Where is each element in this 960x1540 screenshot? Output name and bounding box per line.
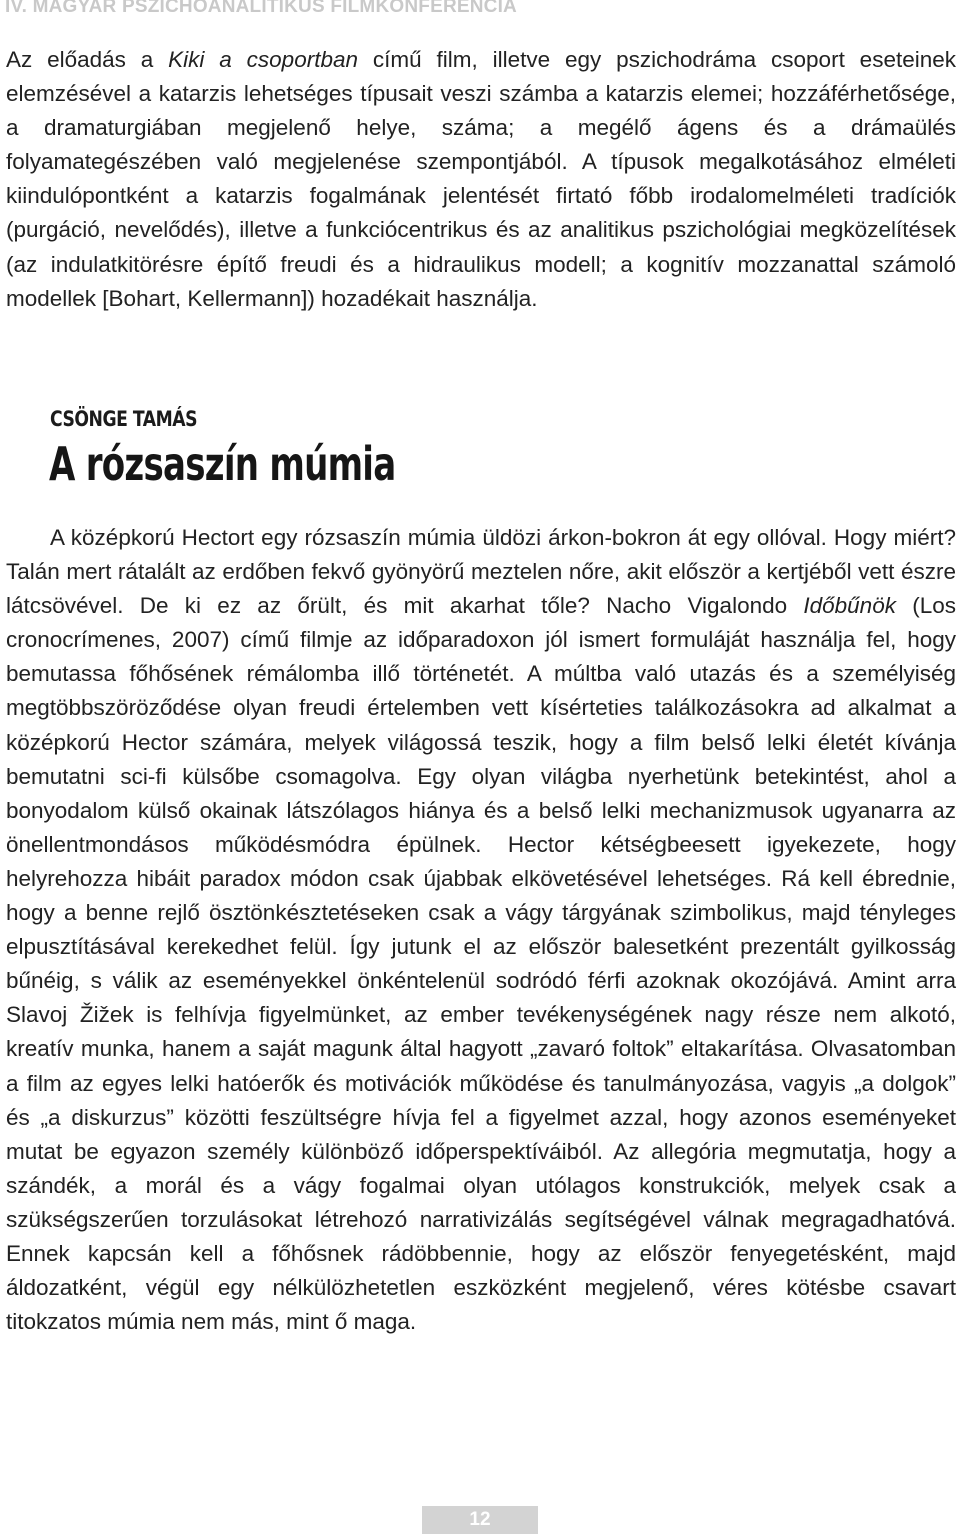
page-number-tab [422, 1506, 538, 1534]
article-author: CSÖNGE TAMÁS [50, 407, 198, 431]
running-header: IV. MAGYAR PSZICHOANALITIKUS FILMKONFERENCIA [5, 0, 517, 17]
article-title: A rózsaszín múmia [49, 437, 396, 491]
article-text-start: A középkorú Hectort egy rózsaszín múmia üldözi árkon-bokron át egy ollóval. Hogy miért? Talán mert rátalált az erdőben fekvő gyönyörű meztelen nőre, akit először a kertjéből vett észre látcsövével. De ki ez az őrült, és mit akarhat tőle? Nacho Vigalondo [6, 525, 956, 619]
intro-paragraph [6, 43, 956, 316]
film-title-italic: Időbűnök [803, 593, 896, 619]
article-paragraph [6, 521, 956, 1339]
page-number: 12 [469, 1509, 491, 1530]
intro-text-start: Az előadás a [6, 47, 169, 72]
film-title-italic: Kiki a csoportban [168, 47, 358, 72]
article-text-rest: (Los cronocrímenes, 2007) című filmje az időparadoxon jól ismert formuláját használja fel, hogy bemutassa főhősének rémálomba illő történetét. A múltba való utazás és a személyiség megtöbbszöröződése olyan freudi értelemben vett kísérteties találkozásokra ad alkalmat a középkorú Hector számára, melyek világossá teszik, hogy a film belső lelki életét kívánja bemutatni sci-fi külsőbe csomagolva. Egy olyan világba nyerhetünk betekintést, ahol a bonyodalom külső okainak látszólagos hiánya és a belső lelki mechanizmusok ugyanarra az önellentmondásos működésmódra épülnek. Hector kétségbeesett igyekezete, hogy helyrehozza hibáit paradox módon csak újabbak elkövetésével lehetséges. Rá kell ébrednie, hogy a benne rejlő ösztönkésztetéseken csak a vágy tárgyának szimbolikus, majd tényleges elpusztításával kerekedhet felül. Így jutunk el az először balesetként prezentált gyilkosság bűnéig, s válik az eseményekkel önkéntelenül sodródó férfi azoknak okozójává. Amint arra Slavoj Žižek is felhívja figyelmünket, az ember tevékenységének nagy része nem alkotó, kreatív munka, hanem a saját magunk által hagyott „zavaró foltok” eltakarítása. Olvasatomban a film az egyes lelki hatóerők és motivációk működése és tanulmányozása, vagyis „a dolgok” és „a diskurzus” közötti feszültségre hívja fel a figyelmet azzal, hogy azonos eseményeket mutat be egyazon személy különböző időperspektíváiból. Az allegória megmutatja, hogy a szándék, a morál és a vágy fogalmai olyan utólagos konstrukciók, melyek csak a szükségszerűen torzulásokat létrehozó narrativizálás segítségével válnak megragadhatóvá. Ennek kapcsán kell a főhősnek rádöbbennie, hogy az először fenyegetésként, majd áldozatként, végül egy nélkülözhetetlen eszközként megjelenő, véres kötésbe csavart titokzatos múmia nem más, mint ő maga. [6, 593, 956, 1335]
intro-text-rest: című film, illetve egy pszichodráma csoport eseteinek elemzésével a katarzis lehetséges típusait veszi számba a katarzis elemei; hozzáférhetősége, a dramaturgiában megjelenő helye, száma; a megélő ágens és a drámaülés folyamategészében való megjelenése szempontjából. A típusok megalkotásához elméleti kiindulópontként a katarzis fogalmának jelentését firtató főbb irodalomelméleti tradíciók (purgáció, nevelődés), illetve a funkciócentrikus és az analitikus pszichológiai megközelítések (az indulatkitörésre építő freudi és a hidraulikus modell; a kognitív mozzanattal számoló modellek [Bohart, Kellermann]) hozadékait használja. [6, 47, 956, 311]
